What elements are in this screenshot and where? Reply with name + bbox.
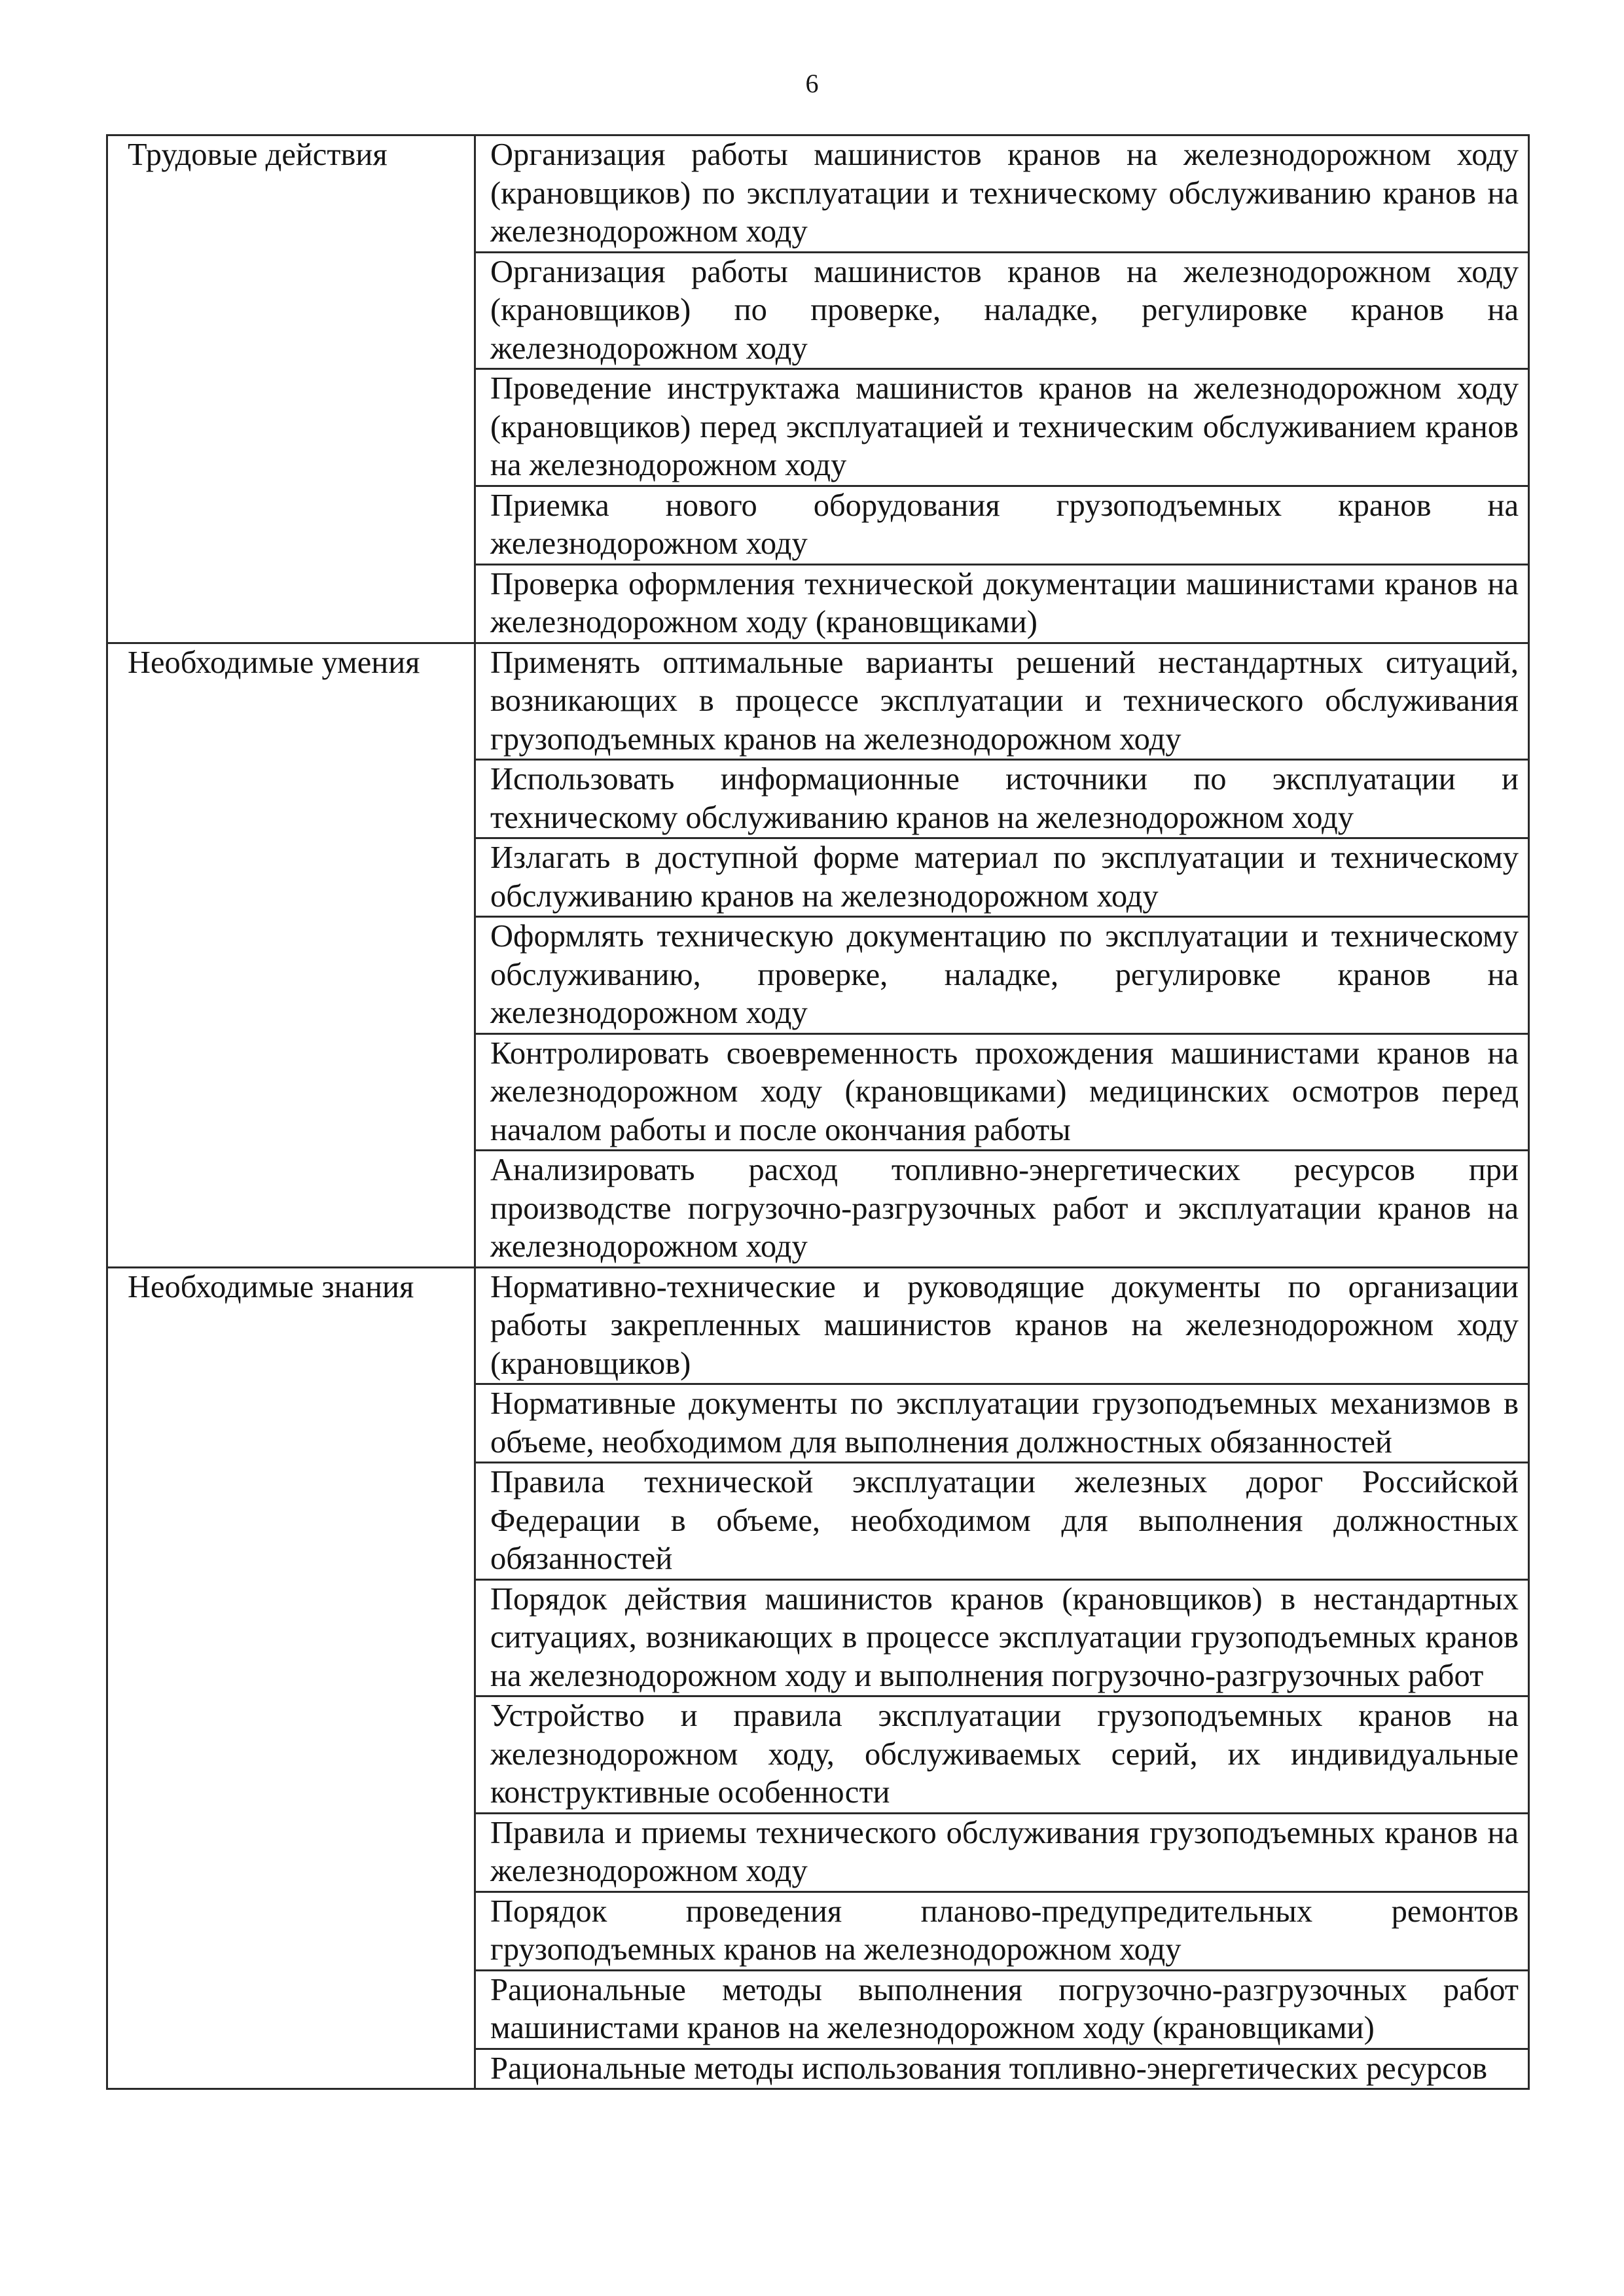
- table-cell-item: Контролировать своевременность прохождения машинистами кранов на железнодорожном ходу (крановщиками) медицинских осмотров перед началом работы и после окончания работы: [475, 1033, 1529, 1151]
- table-row: [107, 643, 1529, 760]
- table-cell-item: Применять оптимальные варианты решений нестандартных ситуаций, возникающих в процессе эксплуатации и технического обслуживания грузоподъемных кранов на железнодорожном ходу: [475, 643, 1529, 760]
- section-label-required-skills: Необходимые умения: [107, 643, 475, 1267]
- table-cell-item: Нормативные документы по эксплуатации грузоподъемных механизмов в объеме, необходимом для выполнения должностных обязанностей: [475, 1384, 1529, 1463]
- table-row: [107, 1267, 1529, 1384]
- table-cell-item: Организация работы машинистов кранов на железнодорожном ходу (крановщиков) по эксплуатации и техническому обслуживанию кранов на железнодорожном ходу: [475, 135, 1529, 253]
- table-cell-item: Рациональные методы выполнения погрузочно-разгрузочных работ машинистами кранов на железнодорожном ходу (крановщиками): [475, 1970, 1529, 2049]
- table-cell-item: Организация работы машинистов кранов на железнодорожном ходу (крановщиков) по проверке, наладке, регулировке кранов на железнодорожном ходу: [475, 252, 1529, 369]
- table-cell-item: Рациональные методы использования топливно-энергетических ресурсов: [475, 2049, 1529, 2089]
- table-cell-item: Приемка нового оборудования грузоподъемных кранов на железнодорожном ходу: [475, 486, 1529, 564]
- section-label-required-knowledge: Необходимые знания: [107, 1267, 475, 2089]
- page-number: 6: [805, 69, 819, 98]
- section-label-labor-actions: Трудовые действия: [107, 135, 475, 643]
- table-cell-item: Нормативно-технические и руководящие документы по организации работы закрепленных машинистов кранов на железнодорожном ходу (крановщиков): [475, 1267, 1529, 1384]
- competency-table: [106, 134, 1530, 2090]
- table-cell-item: Анализировать расход топливно-энергетических ресурсов при производстве погрузочно-разгрузочных работ и эксплуатации кранов на железнодорожном ходу: [475, 1151, 1529, 1268]
- table-cell-item: Правила технической эксплуатации железных дорог Российской Федерации в объеме, необходимом для выполнения должностных обязанностей: [475, 1463, 1529, 1580]
- table-cell-item: Использовать информационные источники по эксплуатации и техническому обслуживанию кранов на железнодорожном ходу: [475, 760, 1529, 838]
- table-cell-item: Порядок проведения планово-предупредительных ремонтов грузоподъемных кранов на железнодорожном ходу: [475, 1892, 1529, 1970]
- table-cell-item: Оформлять техническую документацию по эксплуатации и техническому обслуживанию, проверке, наладке, регулировке кранов на железнодорожном ходу: [475, 917, 1529, 1034]
- table-cell-item: Устройство и правила эксплуатации грузоподъемных кранов на железнодорожном ходу, обслуживаемых серий, их индивидуальные конструктивные особенности: [475, 1696, 1529, 1814]
- table-cell-item: Порядок действия машинистов кранов (крановщиков) в нестандартных ситуациях, возникающих в процессе эксплуатации грузоподъемных кранов на железнодорожном ходу и выполнения погрузочно-разгрузочных работ: [475, 1579, 1529, 1696]
- table-cell-item: Проверка оформления технической документации машинистами кранов на железнодорожном ходу (крановщиками): [475, 564, 1529, 643]
- table-cell-item: Правила и приемы технического обслуживания грузоподъемных кранов на железнодорожном ходу: [475, 1813, 1529, 1892]
- table-row: [107, 135, 1529, 253]
- table-cell-item: Проведение инструктажа машинистов кранов на железнодорожном ходу (крановщиков) перед эксплуатацией и техническим обслуживанием кранов на железнодорожном ходу: [475, 369, 1529, 486]
- table-cell-item: Излагать в доступной форме материал по эксплуатации и техническому обслуживанию кранов на железнодорожном ходу: [475, 838, 1529, 917]
